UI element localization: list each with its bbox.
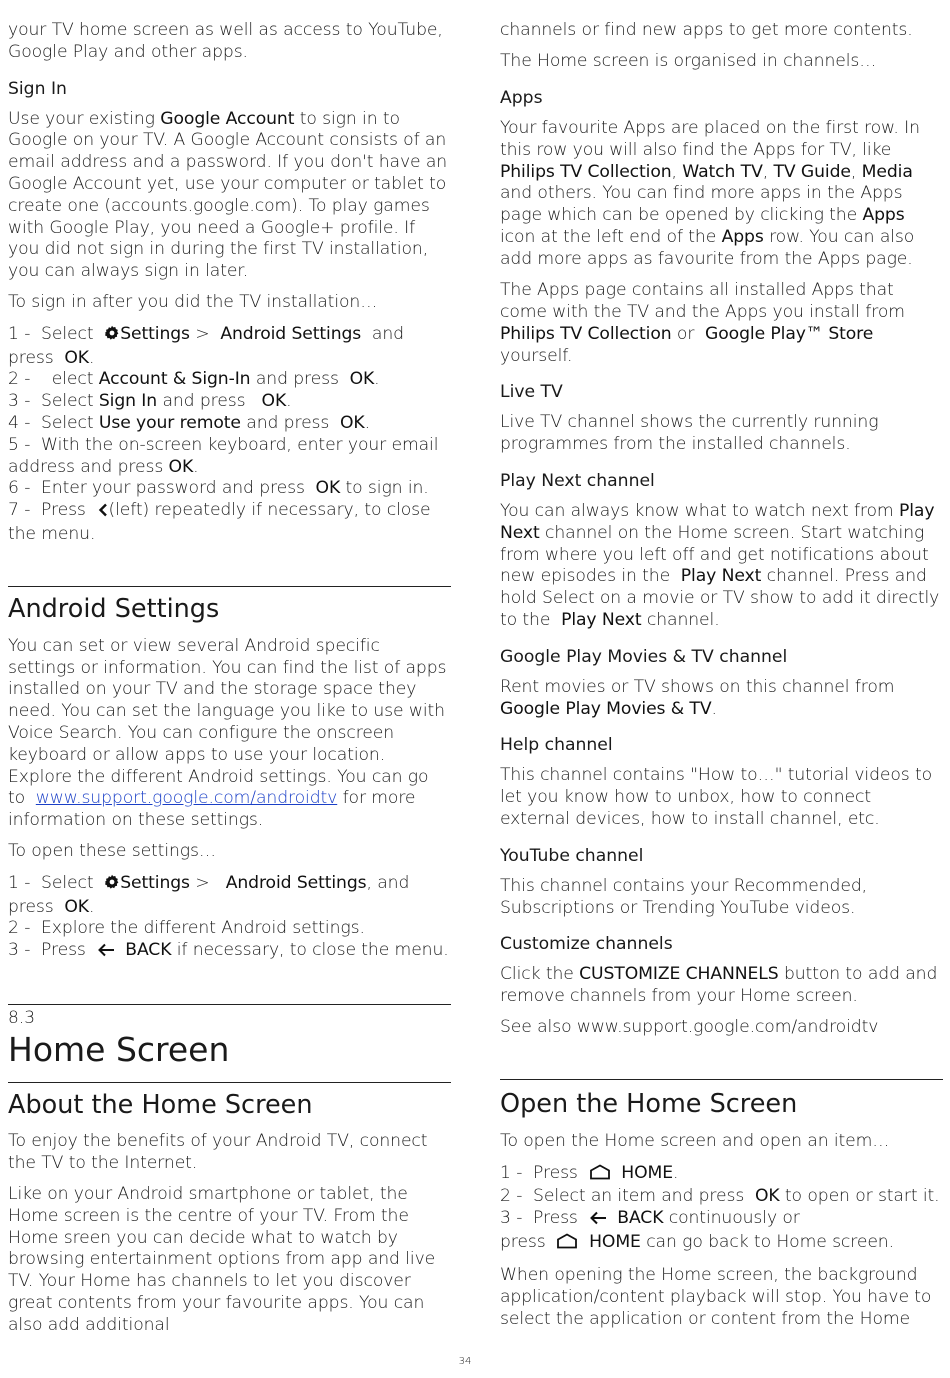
- open-step-1: [500, 1163, 943, 1187]
- android-settings-term: Android Settings: [225, 872, 367, 893]
- text: Select: [41, 412, 94, 433]
- see-also-paragraph: See also www.support.google.com/androidtv: [500, 1017, 879, 1038]
- text: press: [8, 896, 54, 917]
- text: button to add and remove channels from your Home screen.: [500, 964, 938, 1007]
- text: if necessary, to close the menu.: [176, 940, 449, 961]
- step-number: 2 -: [500, 1186, 523, 1207]
- philips-tv-collection-term: Philips TV Collection: [500, 161, 672, 182]
- play-next-term: Play Next: [561, 609, 642, 630]
- back-arrow-icon: [589, 1210, 607, 1232]
- text: .: [673, 1162, 679, 1183]
- text: Explore the different Android settings.: [41, 918, 365, 939]
- home-icon: [556, 1233, 578, 1256]
- text: Press: [533, 1162, 578, 1183]
- tv-guide-term: TV Guide: [773, 161, 851, 182]
- android-settings-intro-steps: To open these settings…: [8, 841, 216, 862]
- ok-term: OK: [339, 412, 365, 433]
- text: continuously or: [668, 1208, 800, 1229]
- step-number: 1 -: [500, 1162, 523, 1183]
- customize-channels-heading: Customize channels: [500, 934, 673, 955]
- text: and press: [246, 412, 330, 433]
- account-signin-term: Account & Sign-In: [98, 369, 251, 390]
- text: channel on the Home screen. Start watching from where you left off and get notifications about new episodes in the: [500, 522, 929, 587]
- text: icon at the left end of the: [500, 227, 717, 248]
- about-paragraph-2: Like on your Android smartphone or tablet, the Home screen is the centre of your TV. From the Home sreen you can decide what to watch by browsing entertainment options from app and live TV. Your Home has channels to let you discover great contents from your favourite apps. You can also add additional: [8, 1183, 436, 1335]
- text: to sign in.: [345, 478, 429, 499]
- live-tv-paragraph: Live TV channel shows the currently running programmes from the installed channels.: [500, 412, 879, 455]
- section-number: 8.3: [8, 1007, 36, 1028]
- text: Select: [41, 872, 94, 893]
- text: .: [711, 698, 717, 719]
- text: Press: [533, 1208, 578, 1229]
- ok-term: OK: [64, 347, 89, 368]
- google-play-movies-term: Google Play Movies & TV: [500, 698, 712, 719]
- ok-term: OK: [754, 1186, 780, 1207]
- text: Click the: [500, 964, 574, 985]
- back-arrow-icon: [97, 942, 115, 964]
- ok-term: OK: [261, 391, 287, 412]
- android-settings-term: Android Settings: [220, 323, 362, 344]
- use-remote-term: Use your remote: [98, 412, 241, 433]
- support-link[interactable]: www.support.google.com/androidtv: [35, 788, 338, 809]
- text: Select an item and press: [533, 1186, 745, 1207]
- signin-heading: Sign In: [8, 78, 67, 99]
- signin-intro-steps: To sign in after you did the TV installation…: [8, 292, 378, 313]
- signin-step-2: 2 - elect Account & Sign-In and press OK.: [8, 369, 380, 390]
- text: channel.: [646, 609, 720, 630]
- step-number: 3 -: [500, 1208, 523, 1229]
- back-term: BACK: [125, 940, 172, 961]
- apps-paragraph-1: [500, 118, 943, 271]
- open-step-3: [500, 1208, 943, 1256]
- page-number: 34: [458, 1356, 472, 1367]
- play-next-paragraph: [500, 501, 943, 632]
- step-number: 5 -: [8, 434, 31, 455]
- left-column: [8, 0, 451, 1337]
- open-home-intro: To open the Home screen and open an item…: [500, 1131, 890, 1152]
- signin-step-5: 5 - With the on-screen keyboard, enter your email address and press OK.: [8, 434, 439, 477]
- step-number: 2 -: [8, 918, 31, 939]
- text: Your favourite Apps are placed on the first row. In this row you will also find the Apps for TV, like: [500, 118, 920, 160]
- ok-term: OK: [64, 896, 89, 917]
- android-step-1: 1 - Select Settings > Android Settings, and press OK.: [8, 872, 410, 917]
- play-next-term: Play Next: [680, 566, 762, 587]
- play-next-term: Play Next: [500, 500, 935, 543]
- step-number: 3 -: [8, 391, 31, 412]
- android-settings-paragraph: [8, 636, 451, 832]
- ok-term: OK: [168, 456, 194, 477]
- text: , and: [366, 872, 410, 893]
- google-account-term: Google Account: [160, 108, 295, 129]
- google-play-movies-heading: Google Play Movies & TV channel: [500, 646, 788, 667]
- settings-term: Settings: [120, 872, 190, 893]
- home-screen-heading: Home Screen: [8, 1029, 230, 1069]
- ok-term: OK: [315, 478, 341, 499]
- customize-channels-term: CUSTOMIZE CHANNELS: [579, 964, 779, 985]
- home-term: HOME: [589, 1231, 641, 1252]
- apps-heading: Apps: [500, 88, 543, 109]
- step-number: 7 -: [8, 500, 31, 521]
- text: You can always know what to watch next from: [500, 500, 894, 521]
- open-home-screen-heading: Open the Home Screen: [500, 1089, 798, 1120]
- signin-step-7: [8, 500, 451, 546]
- android-step-2: [8, 918, 451, 940]
- step-number: 4 -: [8, 412, 31, 433]
- step-number: 1 -: [8, 323, 31, 344]
- signin-paragraph: [8, 109, 451, 283]
- text: >: [195, 323, 210, 344]
- text: Use your existing: [8, 108, 155, 129]
- text: (left) repeatedly if necessary, to close the menu.: [8, 500, 431, 544]
- android-settings-heading: Android Settings: [8, 593, 220, 624]
- chevron-left-icon: [97, 502, 109, 524]
- help-channel-paragraph: This channel contains "How to…" tutorial videos to let you know how to unbox, how to connect external devices, how to install channel, etc.: [500, 765, 933, 829]
- section-divider: [8, 586, 451, 587]
- text: row. You can also add more apps as favourite from the Apps page.: [500, 227, 915, 269]
- text: ,: [850, 161, 857, 182]
- live-tv-heading: Live TV: [500, 382, 563, 403]
- text: for more information on these settings.: [8, 788, 416, 831]
- text: ,: [762, 161, 769, 182]
- text: press: [8, 347, 54, 368]
- apps-term: Apps: [862, 205, 905, 226]
- apps-paragraph-2: [500, 280, 943, 367]
- signin-step-1: 1 - Select Settings > Android Settings and press OK.: [8, 323, 404, 368]
- gear-icon: [104, 874, 120, 897]
- text: press: [500, 1231, 546, 1252]
- step-number: 2 -: [8, 369, 31, 390]
- text: Rent movies or TV shows on this channel from: [500, 676, 895, 697]
- section-divider: [8, 1004, 451, 1005]
- youtube-channel-heading: YouTube channel: [500, 845, 644, 866]
- text: elect: [51, 369, 94, 390]
- step-number: 3 -: [8, 940, 31, 961]
- ok-term: OK: [349, 369, 375, 390]
- section-divider: [500, 1079, 943, 1080]
- step-number: 1 -: [8, 872, 31, 893]
- text: to open or start it.: [784, 1186, 940, 1207]
- google-play-movies-paragraph: [500, 677, 943, 721]
- gear-icon: [104, 325, 120, 348]
- right-column: [500, 0, 943, 1331]
- text: to sign in to Google on your TV. A Google Account consists of an email address and a password. If you don't have an Google Account yet, use your computer or tablet to create one (accounts.google.com). To play games with Google Play, you need a Google+ profile. If you did not sign in during the first TV installation, you can always sign in later.: [8, 108, 448, 282]
- text: The Apps page contains all installed Apps that come with the TV and the Apps you install from: [500, 280, 905, 322]
- section-divider: [8, 1082, 451, 1083]
- about-paragraph-1: To enjoy the benefits of your Android TV, connect the TV to the Internet.: [8, 1130, 428, 1173]
- sign-in-term: Sign In: [98, 391, 158, 412]
- organised-paragraph: The Home screen is organised in channels…: [500, 51, 877, 72]
- open-home-paragraph-2: When opening the Home screen, the background application/content playback will stop. You have to select the application or content from the Home: [500, 1265, 932, 1329]
- step-number: 6 -: [8, 478, 31, 499]
- play-next-heading: Play Next channel: [500, 470, 655, 491]
- about-home-screen-heading: About the Home Screen: [8, 1089, 313, 1120]
- signin-step-6: [8, 478, 451, 500]
- android-step-3: [8, 940, 451, 964]
- back-term: BACK: [617, 1208, 664, 1229]
- home-term: HOME: [621, 1162, 673, 1183]
- text: Enter your password and press: [41, 478, 305, 499]
- open-step-2: [500, 1186, 943, 1208]
- text: yourself.: [500, 345, 573, 366]
- text: and press: [162, 391, 246, 412]
- customize-channels-paragraph: [500, 964, 943, 1008]
- text: Select: [41, 391, 94, 412]
- text: ,: [671, 161, 677, 182]
- text: can go back to Home screen.: [646, 1231, 894, 1252]
- home-icon: [589, 1164, 611, 1187]
- text: With the on-screen keyboard, enter your email address and press: [8, 434, 439, 477]
- signin-step-3: 3 - Select Sign In and press OK.: [8, 391, 292, 412]
- text: and press: [255, 369, 339, 390]
- youtube-channel-paragraph: This channel contains your Recommended, Subscriptions or Trending YouTube videos.: [500, 875, 868, 918]
- text: or: [676, 323, 695, 344]
- text: Press: [41, 940, 86, 961]
- text: and others. You can find more apps in the Apps page which can be opened by clicking the: [500, 183, 903, 226]
- settings-term: Settings: [120, 323, 190, 344]
- text: >: [195, 872, 210, 893]
- google-play-store-term: Google Play™ Store: [705, 323, 874, 344]
- text: Select: [41, 323, 94, 344]
- text: Press: [41, 500, 86, 521]
- text: channel. Press and hold Select on a movie or TV show to add it directly to the: [500, 566, 940, 630]
- watch-tv-term: Watch TV: [682, 161, 763, 182]
- media-term: Media: [861, 161, 913, 182]
- apps-term: Apps: [721, 227, 764, 248]
- help-channel-heading: Help channel: [500, 735, 613, 756]
- philips-tv-collection-term: Philips TV Collection: [500, 323, 672, 344]
- signin-step-4: 4 - Select Use your remote and press OK.: [8, 412, 370, 433]
- text: You can set or view several Android specific settings or information. You can find the list of apps installed on your TV and the storage space they need. You can set the language you like to use with Voice Search. You can configure the onscreen keyboard or allow apps to use your location. Explore the different Android settings. You can go to: [8, 635, 447, 809]
- intro-paragraph: your TV home screen as well as access to YouTube, Google Play and other apps.: [8, 20, 443, 62]
- continued-paragraph: channels or find new apps to get more contents.: [500, 20, 913, 40]
- text: and: [371, 323, 404, 344]
